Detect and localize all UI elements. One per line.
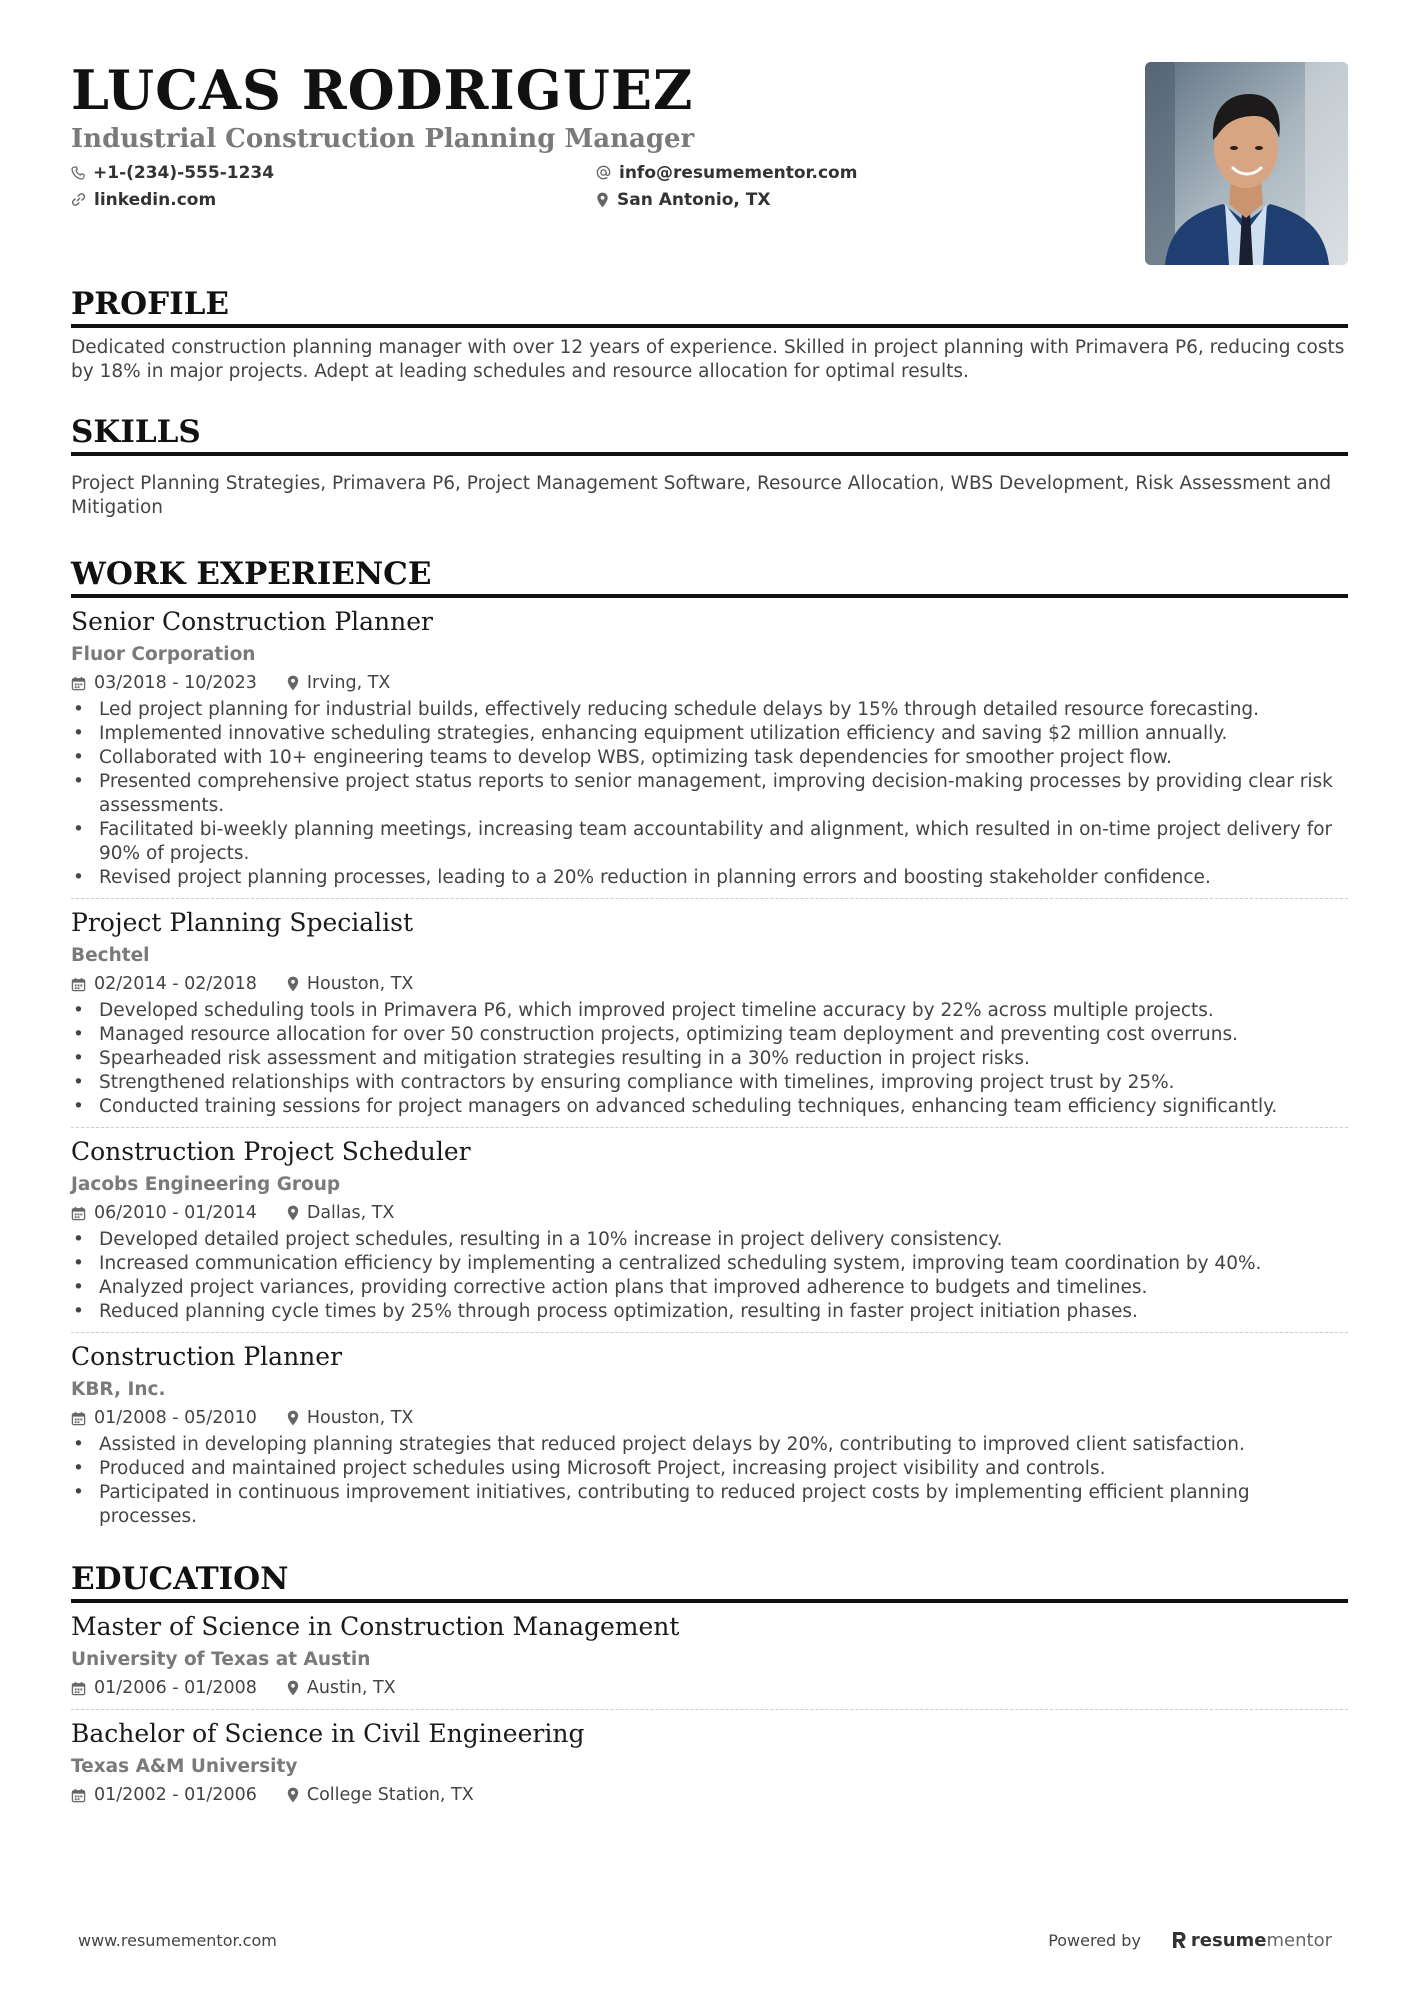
job-dates — [71, 971, 257, 997]
phone-text: +1-(234)-555-1234 — [93, 162, 275, 183]
map-pin-icon — [287, 1680, 299, 1696]
map-pin-icon — [287, 976, 299, 992]
dates-text: 02/2014 - 02/2018 — [94, 974, 257, 994]
education-location — [287, 1782, 474, 1808]
at-sign-icon — [596, 165, 611, 180]
profile-photo — [1145, 62, 1348, 265]
list-item: • Participated in continuous improvement initiatives, contributing to reduced project costs by implementing efficient planning processes. — [71, 1481, 1348, 1529]
job-meta — [71, 1405, 1348, 1431]
job-location — [287, 670, 391, 696]
calendar-icon — [71, 1206, 86, 1221]
job-location — [287, 1200, 395, 1226]
list-item: • Increased communication efficiency by implementing a centralized scheduling system, improving team coordination by 40%. — [71, 1252, 1348, 1276]
job-dates — [71, 1405, 257, 1431]
job-bullets — [71, 1228, 1348, 1324]
calendar-icon — [71, 1788, 86, 1803]
job-dates — [71, 670, 257, 696]
resume-header — [71, 58, 1348, 268]
job-entry — [71, 898, 1348, 1127]
school-name: University of Texas at Austin — [71, 1649, 371, 1670]
contact-phone — [71, 162, 596, 183]
list-item: • Revised project planning processes, leading to a 20% reduction in planning errors and boosting stakeholder confidence. — [71, 866, 1348, 890]
job-location — [287, 1405, 414, 1431]
degree-title: Master of Science in Construction Management — [71, 1612, 680, 1641]
dates-text: 01/2002 - 01/2006 — [94, 1785, 257, 1805]
job-meta — [71, 1200, 1348, 1226]
job-title: Senior Construction Planner — [71, 607, 433, 636]
linkedin-text: linkedin.com — [94, 189, 217, 210]
skills-section — [71, 412, 1348, 520]
education-location — [287, 1675, 396, 1701]
dates-text: 01/2006 - 01/2008 — [94, 1678, 257, 1698]
candidate-name: LUCAS RODRIGUEZ — [71, 58, 694, 122]
work-experience-section — [71, 554, 1348, 1537]
job-title: Construction Project Scheduler — [71, 1137, 471, 1166]
job-dates — [71, 1200, 257, 1226]
map-pin-icon — [287, 1205, 299, 1221]
list-item: • Developed detailed project schedules, resulting in a 10% increase in project delivery consistency. — [71, 1228, 1348, 1252]
school-name: Texas A&M University — [71, 1756, 298, 1777]
profile-heading: PROFILE — [71, 284, 1348, 328]
job-title: Project Planning Specialist — [71, 908, 414, 937]
education-dates — [71, 1675, 257, 1701]
education-meta — [71, 1675, 1348, 1701]
footer-website-link[interactable]: www.resumementor.com — [78, 1930, 277, 1950]
job-meta — [71, 971, 1348, 997]
job-entry — [71, 604, 1348, 898]
map-pin-icon — [287, 1410, 299, 1426]
location-text: College Station, TX — [306, 1785, 474, 1805]
education-dates — [71, 1782, 257, 1808]
job-location — [287, 971, 414, 997]
list-item: • Assisted in developing planning strategies that reduced project delays by 20%, contributing to improved client satisfaction. — [71, 1433, 1348, 1457]
education-entry — [71, 1609, 1348, 1709]
work-experience-heading: WORK EXPERIENCE — [71, 554, 1348, 598]
contact-linkedin — [71, 189, 596, 210]
skills-text: Project Planning Strategies, Primavera P6, Project Management Software, Resource Allocation, WBS Development, Risk Assessment and Mitigation — [71, 473, 1332, 518]
list-item: • Led project planning for industrial builds, effectively reducing schedule delays by 15% through detailed resource forecasting. — [71, 698, 1348, 722]
list-item: • Developed scheduling tools in Primavera P6, which improved project timeline accuracy by 22% across multiple projects. — [71, 999, 1348, 1023]
job-entry — [71, 1332, 1348, 1537]
list-item: • Reduced planning cycle times by 25% through process optimization, resulting in faster project initiation phases. — [71, 1300, 1348, 1324]
list-item: • Strengthened relationships with contractors by ensuring compliance with timelines, improving project trust by 25%. — [71, 1071, 1348, 1095]
education-meta — [71, 1782, 1348, 1808]
page-footer — [78, 1925, 1332, 1955]
list-item: • Presented comprehensive project status reports to senior management, improving decision-making processes by providing clear risk assessments. — [71, 770, 1348, 818]
calendar-icon — [71, 977, 86, 992]
education-heading: EDUCATION — [71, 1559, 1348, 1603]
company-name: Fluor Corporation — [71, 644, 256, 665]
list-item: • Produced and maintained project schedules using Microsoft Project, increasing project visibility and controls. — [71, 1457, 1348, 1481]
company-name: Bechtel — [71, 945, 150, 966]
location-text: Austin, TX — [306, 1678, 396, 1698]
location-text: Houston, TX — [306, 1408, 414, 1428]
list-item: • Facilitated bi-weekly planning meetings, increasing team accountability and alignment, which resulted in on-time project delivery for 90% of projects. — [71, 818, 1348, 866]
brand-name-part1: resume — [1190, 1929, 1267, 1951]
list-item: • Implemented innovative scheduling strategies, enhancing equipment utilization efficiency and saving $2 million annually. — [71, 722, 1348, 746]
link-icon — [71, 192, 86, 207]
job-bullets — [71, 999, 1348, 1119]
list-item: • Analyzed project variances, providing corrective action plans that improved adherence to budgets and timelines. — [71, 1276, 1348, 1300]
company-name: KBR, Inc. — [71, 1379, 166, 1400]
education-section — [71, 1559, 1348, 1816]
job-entry — [71, 1127, 1348, 1332]
job-bullets — [71, 698, 1348, 890]
resume-page — [71, 58, 1348, 1816]
profile-text: Dedicated construction planning manager with over 12 years of experience. Skilled in project planning with Primavera P6, reducing costs by 18% in major projects. Adept at leading schedules and resource allocation for optimal results. — [71, 337, 1345, 382]
location-text: Dallas, TX — [306, 1203, 395, 1223]
email-text: info@resumementor.com — [619, 162, 858, 183]
calendar-icon — [71, 1681, 86, 1696]
location-text: Irving, TX — [306, 673, 391, 693]
company-name: Jacobs Engineering Group — [71, 1174, 341, 1195]
dates-text: 01/2008 - 05/2010 — [94, 1408, 257, 1428]
skills-heading: SKILLS — [71, 412, 1348, 456]
powered-by — [1048, 1930, 1332, 1951]
job-title: Construction Planner — [71, 1342, 343, 1371]
contact-email — [596, 162, 996, 183]
list-item: • Conducted training sessions for project managers on advanced scheduling techniques, enhancing team efficiency significantly. — [71, 1095, 1348, 1119]
map-pin-icon — [287, 675, 299, 691]
calendar-icon — [71, 1411, 86, 1426]
education-entry — [71, 1709, 1348, 1816]
location-text: Houston, TX — [306, 974, 414, 994]
map-pin-icon — [596, 192, 609, 208]
candidate-title: Industrial Construction Planning Manager — [71, 124, 695, 154]
job-bullets — [71, 1433, 1348, 1529]
dates-text: 03/2018 - 10/2023 — [94, 673, 257, 693]
location-text: San Antonio, TX — [617, 189, 771, 210]
map-pin-icon — [287, 1787, 299, 1803]
list-item: • Managed resource allocation for over 50 construction projects, optimizing team deployment and preventing cost overruns. — [71, 1023, 1348, 1047]
contact-location — [596, 189, 996, 210]
brand-name-part2: mentor — [1266, 1929, 1332, 1951]
calendar-icon — [71, 676, 86, 691]
resumementor-logo[interactable] — [1171, 1930, 1332, 1951]
profile-section — [71, 284, 1348, 384]
powered-by-label: Powered by — [1048, 1930, 1141, 1950]
degree-title: Bachelor of Science in Civil Engineering — [71, 1719, 585, 1748]
list-item: • Collaborated with 10+ engineering teams to develop WBS, optimizing task dependencies for smoother project flow. — [71, 746, 1348, 770]
dates-text: 06/2010 - 01/2014 — [94, 1203, 257, 1223]
job-meta — [71, 670, 1348, 696]
resumementor-logo-icon — [1171, 1931, 1187, 1949]
list-item: • Spearheaded risk assessment and mitigation strategies resulting in a 30% reduction in project risks. — [71, 1047, 1348, 1071]
phone-icon — [71, 166, 85, 180]
